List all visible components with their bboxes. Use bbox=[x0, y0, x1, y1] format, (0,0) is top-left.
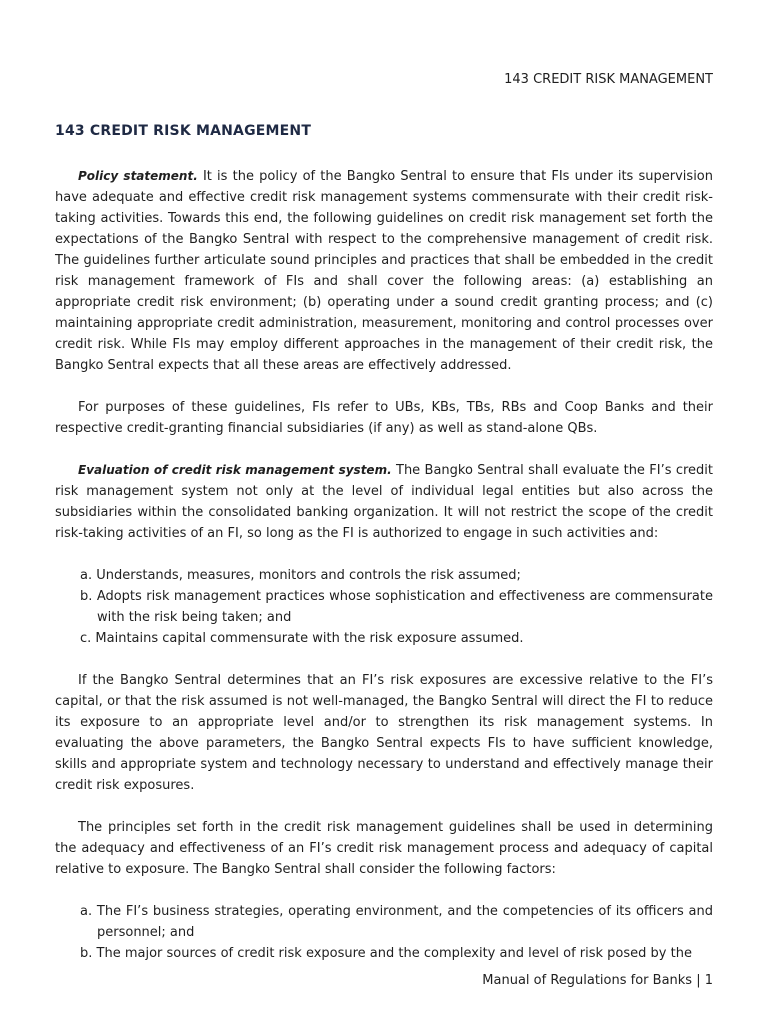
running-header: 143 CREDIT RISK MANAGEMENT bbox=[504, 72, 713, 87]
policy-text: It is the policy of the Bangko Sentral to ensure that FIs under its supervision have adequate and effective credit risk management systems commensurate with their credit risk-taking activities. Towards this end, the following guidelines on credit risk management set forth the expectations of the Bangko Sentral with respect to the comprehensive management of credit risk. The guidelines further articulate sound principles and practices that shall be embedded in the credit risk management framework of FIs and shall cover the following areas: (a) establishing an appropriate credit risk environment; (b) operating under a sound credit granting process; and (c) maintaining appropriate credit administration, measurement, monitoring and control processes over credit risk. While FIs may employ different approaches in the management of their credit risk, the Bangko Sentral expects that all these areas are effectively addressed. bbox=[55, 169, 713, 373]
excessive-risk-paragraph: If the Bangko Sentral determines that an FI’s risk exposures are excessive relative to the FI’s capital, or that the risk assumed is not well-managed, the Bangko Sentral will direct the FI to reduce its exposure to an appropriate level and/or to strengthen its risk management systems. In evaluating the above parameters, the Bangko Sentral expects FIs to have sufficient knowledge, skills and appropriate system and technology necessary to understand and effectively manage their credit risk exposures. bbox=[55, 673, 713, 793]
purposes-paragraph: For purposes of these guidelines, FIs refer to UBs, KBs, TBs, RBs and Coop Banks and their respective credit-granting financial subsidiaries (if any) as well as stand-alone QBs. bbox=[55, 400, 713, 436]
list-marker: a. bbox=[80, 568, 93, 583]
document-page bbox=[55, 0, 713, 1024]
list-item bbox=[55, 586, 713, 628]
evaluation-lead: Evaluation of credit risk management system. bbox=[78, 463, 392, 477]
list-item-text: Adopts risk management practices whose sophistication and effectiveness are commensurate with the risk being taken; and bbox=[96, 589, 713, 625]
list-marker: a. bbox=[80, 904, 93, 919]
principles-paragraph: The principles set forth in the credit risk management guidelines shall be used in determining the adequacy and effectiveness of an FI’s credit risk management process and adequacy of capital relative to exposure. The Bangko Sentral shall consider the following factors: bbox=[55, 820, 713, 877]
factors-list bbox=[55, 901, 713, 964]
list-item-text: The FI’s business strategies, operating environment, and the competencies of its officers and personnel; and bbox=[96, 904, 713, 940]
list-item bbox=[55, 943, 713, 964]
policy-lead: Policy statement. bbox=[78, 169, 198, 183]
evaluation-text: The Bangko Sentral shall evaluate the FI’s credit risk management system not only at the level of individual legal entities but also across the subsidiaries within the consolidated banking organization. It will not restrict the scope of the credit risk-taking activities of an FI, so long as the FI is authorized to engage in such activities and: bbox=[55, 463, 714, 541]
list-item-text: Maintains capital commensurate with the risk exposure assumed. bbox=[95, 631, 524, 646]
section-title: 143 CREDIT RISK MANAGEMENT bbox=[55, 123, 312, 139]
list-marker: c. bbox=[80, 631, 92, 646]
list-item-text: The major sources of credit risk exposure and the complexity and level of risk posed by the bbox=[96, 946, 692, 961]
evaluation-paragraph bbox=[55, 460, 713, 544]
conditions-list bbox=[55, 565, 713, 649]
section-body bbox=[55, 166, 713, 964]
list-item bbox=[55, 628, 713, 649]
policy-paragraph bbox=[55, 166, 713, 376]
list-marker: b. bbox=[80, 589, 93, 604]
list-item bbox=[55, 565, 713, 586]
list-item-text: Understands, measures, monitors and controls the risk assumed; bbox=[96, 568, 521, 583]
list-item bbox=[55, 901, 713, 943]
list-marker: b. bbox=[80, 946, 93, 961]
running-footer: Manual of Regulations for Banks | 1 bbox=[482, 973, 713, 988]
